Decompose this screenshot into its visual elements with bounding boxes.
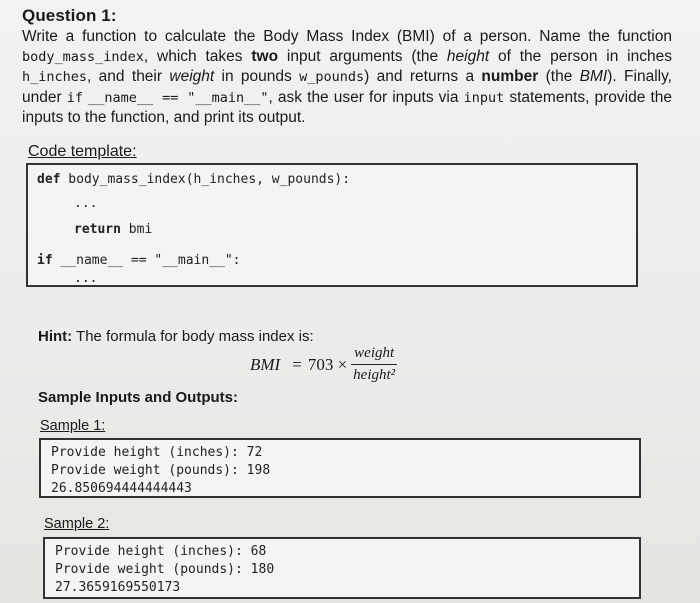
sample-1-box bbox=[39, 438, 641, 498]
para-text: input arguments (the bbox=[278, 47, 447, 65]
code-ellipsis: ... bbox=[74, 271, 98, 286]
formula-numerator: weight bbox=[354, 345, 395, 361]
def-keyword: def bbox=[37, 172, 61, 187]
question-paragraph bbox=[22, 27, 672, 128]
code-return-line bbox=[74, 222, 152, 237]
formula-coefficient: 703 × bbox=[307, 354, 348, 374]
code-ellipsis: ... bbox=[74, 196, 98, 211]
if-keyword: if bbox=[37, 253, 53, 268]
def-signature: body_mass_index(h_inches, w_pounds): bbox=[60, 172, 351, 187]
para-text: of the person in inches bbox=[489, 47, 672, 65]
code-template-label: Code template: bbox=[28, 143, 137, 160]
hint-body: The formula for body mass index is: bbox=[72, 328, 314, 345]
para-text: ). Finally, under bbox=[22, 68, 672, 106]
sample-1-line: Provide height (inches): 72 bbox=[51, 445, 263, 460]
para-emphasis: number bbox=[481, 68, 539, 85]
para-emphasis: weight bbox=[169, 68, 215, 85]
sample-1-line: Provide weight (pounds): 198 bbox=[51, 463, 271, 478]
sample-2-line: 27.3659169550173 bbox=[55, 580, 181, 595]
samples-heading: Sample Inputs and Outputs: bbox=[38, 389, 239, 406]
para-text: (the bbox=[538, 68, 580, 85]
bmi-formula bbox=[250, 345, 397, 384]
sample-2-box bbox=[43, 537, 641, 599]
formula-lhs: BMI bbox=[250, 354, 281, 374]
if-condition: __name__ == "__main__": bbox=[52, 253, 241, 268]
fraction-bar bbox=[351, 364, 397, 365]
para-text: , ask the user for inputs via bbox=[268, 88, 464, 106]
para-emphasis: height bbox=[446, 47, 490, 65]
sample-2-line: Provide weight (pounds): 180 bbox=[55, 562, 275, 577]
para-text: in pounds bbox=[214, 68, 300, 85]
para-text: ) and returns a bbox=[364, 68, 482, 85]
para-text: Write a function to calculate the Body Mass Index (BMI) of a person. Name the function bbox=[22, 28, 672, 45]
return-value: bmi bbox=[120, 222, 153, 237]
code-if-line bbox=[37, 253, 241, 268]
code-template-box bbox=[26, 163, 638, 287]
code-def-line bbox=[37, 172, 350, 187]
input-keyword-code: input bbox=[463, 89, 505, 106]
hint-label: Hint: bbox=[38, 328, 73, 345]
question-title: Question 1: bbox=[22, 6, 117, 25]
param-w-pounds-code: w_pounds bbox=[299, 69, 365, 85]
sample-1-label: Sample 1: bbox=[40, 418, 106, 434]
para-text: statements, provide the inputs to the function, and print its output. bbox=[22, 88, 673, 126]
para-emphasis: two bbox=[251, 47, 279, 65]
formula-denominator: height² bbox=[353, 367, 396, 383]
sample-1-line: 26.850694444444443 bbox=[51, 481, 192, 496]
main-guard-code: __name__ == "__main__" bbox=[88, 89, 269, 106]
param-h-inches-code: h_inches bbox=[22, 69, 88, 85]
para-text: , and their bbox=[87, 68, 170, 85]
sample-2-label: Sample 2: bbox=[44, 516, 110, 532]
hint-text bbox=[38, 328, 314, 345]
formula-fraction bbox=[351, 345, 397, 384]
formula-equals: = bbox=[292, 354, 302, 374]
return-keyword: return bbox=[74, 222, 121, 237]
function-name-code: body_mass_index bbox=[22, 48, 144, 65]
para-emphasis: BMI bbox=[579, 68, 608, 85]
if-keyword-code: if bbox=[66, 89, 84, 106]
para-text: , which takes bbox=[143, 47, 252, 65]
sample-2-line: Provide height (inches): 68 bbox=[55, 544, 267, 559]
